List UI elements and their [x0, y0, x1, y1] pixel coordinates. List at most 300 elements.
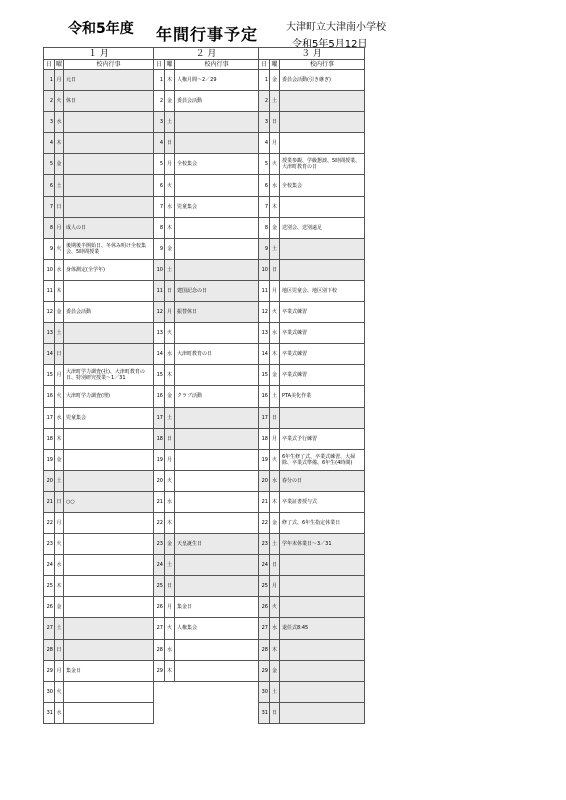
weekday-cell: 土: [55, 470, 64, 491]
weekday-cell: 土: [270, 534, 280, 555]
day-row: [154, 407, 259, 428]
day-number: 2: [259, 91, 270, 112]
day-row: [259, 323, 365, 344]
day-number: 4: [259, 133, 270, 154]
day-number: 2: [154, 91, 165, 112]
weekday-cell: 日: [55, 639, 64, 660]
event-cell: [175, 449, 259, 470]
day-number: 31: [259, 702, 270, 723]
day-row: [154, 112, 259, 133]
weekday-cell: 日: [55, 196, 64, 217]
weekday-cell: 金: [270, 365, 280, 386]
event-cell: [64, 196, 154, 217]
day-row: [259, 196, 365, 217]
day-row: [44, 91, 154, 112]
day-row: [154, 196, 259, 217]
weekday-cell: 土: [55, 323, 64, 344]
event-cell: 建国記念の日: [175, 280, 259, 301]
day-row: [44, 660, 154, 681]
weekday-cell: 土: [165, 259, 175, 280]
weekday-cell: 火: [270, 154, 280, 175]
weekday-cell: 金: [55, 302, 64, 323]
day-number: 26: [154, 597, 165, 618]
weekday-cell: 木: [55, 428, 64, 449]
day-row: [154, 470, 259, 491]
event-cell: [175, 365, 259, 386]
issue-date: 令和5年5月12日: [292, 39, 368, 50]
event-cell: [280, 91, 365, 112]
day-row: [44, 681, 154, 702]
weekday-cell: 水: [55, 259, 64, 280]
day-number: 15: [44, 365, 55, 386]
weekday-cell: 日: [270, 407, 280, 428]
event-cell: [280, 702, 365, 723]
day-row: [154, 133, 259, 154]
day-row: [154, 365, 259, 386]
day-number: 12: [44, 302, 55, 323]
day-number: 26: [44, 597, 55, 618]
day-number: 16: [259, 386, 270, 407]
day-row: [44, 112, 154, 133]
weekday-cell: 木: [165, 365, 175, 386]
day-row: [259, 259, 365, 280]
day-row: [44, 491, 154, 512]
event-cell: 全校集会: [280, 175, 365, 196]
day-row: [154, 702, 259, 722]
day-row: [259, 386, 365, 407]
event-cell: [175, 323, 259, 344]
weekday-cell: 木: [55, 133, 64, 154]
event-cell: PTA美化作業: [280, 386, 365, 407]
day-number: 10: [154, 259, 165, 280]
event-cell: 振替休日: [175, 302, 259, 323]
event-cell: 6年生修了式、卒業式練習、大掃除、卒業式準備、6年生(4時間): [280, 449, 365, 470]
event-cell: [64, 154, 154, 175]
day-number: 17: [259, 407, 270, 428]
day-row: [44, 555, 154, 576]
weekday-cell: 水: [165, 196, 175, 217]
weekday-cell: 火: [55, 238, 64, 259]
weekday-cell: 日: [270, 555, 280, 576]
event-cell: [280, 133, 365, 154]
day-number: 6: [44, 175, 55, 196]
weekday-cell: 水: [270, 618, 280, 639]
day-number: 23: [259, 534, 270, 555]
day-row: [259, 428, 365, 449]
event-cell: 卒業式練習: [280, 344, 365, 365]
day-row: [154, 302, 259, 323]
weekday-cell: 火: [55, 681, 64, 702]
day-row: [44, 196, 154, 217]
weekday-cell: 月: [270, 576, 280, 597]
day-row: [259, 407, 365, 428]
event-cell: [64, 702, 154, 723]
day-number: 31: [44, 702, 55, 723]
event-cell: 送別会、送別遠足: [280, 217, 365, 238]
day-number: 1: [44, 70, 55, 91]
day-number: 10: [259, 259, 270, 280]
event-cell: [175, 238, 259, 259]
day-row: [259, 491, 365, 512]
weekday-cell: 日: [55, 344, 64, 365]
day-row: [44, 70, 154, 91]
event-cell: 学年末休業日～3／31: [280, 534, 365, 555]
day-row: [259, 470, 365, 491]
month-header: ３ 月: [259, 48, 365, 60]
weekday-cell: 月: [165, 597, 175, 618]
event-cell: [175, 555, 259, 576]
day-row: [259, 365, 365, 386]
event-cell: 人権月間～2／29: [175, 70, 259, 91]
weekday-cell: 月: [270, 428, 280, 449]
weekday-cell: 日: [270, 702, 280, 723]
weekday-cell: [165, 702, 175, 722]
weekday-cell: 土: [165, 112, 175, 133]
day-number: 5: [44, 154, 55, 175]
weekday-cell: 月: [55, 70, 64, 91]
event-cell: [175, 512, 259, 533]
event-cell: 委員会活動: [175, 91, 259, 112]
event-cell: [64, 470, 154, 491]
day-number: 16: [44, 386, 55, 407]
day-row: [259, 175, 365, 196]
day-row: [154, 259, 259, 280]
month-table: [43, 47, 154, 724]
day-row: [259, 217, 365, 238]
day-number: 19: [44, 449, 55, 470]
weekday-cell: 金: [270, 217, 280, 238]
weekday-cell: 月: [270, 280, 280, 301]
day-row: [44, 512, 154, 533]
day-number: 18: [154, 428, 165, 449]
day-number: 30: [44, 681, 55, 702]
weekday-cell: 日: [270, 112, 280, 133]
weekday-cell: 金: [165, 238, 175, 259]
day-row: [44, 576, 154, 597]
day-number: 23: [154, 534, 165, 555]
day-row: [154, 555, 259, 576]
day-number: 8: [44, 217, 55, 238]
weekday-cell: 火: [55, 91, 64, 112]
weekday-cell: 火: [165, 175, 175, 196]
day-number: 15: [259, 365, 270, 386]
weekday-cell: 木: [165, 660, 175, 681]
weekday-cell: 月: [55, 660, 64, 681]
weekday-cell: 木: [165, 512, 175, 533]
event-cell: 退任式8:45: [280, 618, 365, 639]
day-number: 29: [44, 660, 55, 681]
day-row: [259, 91, 365, 112]
event-cell: [64, 534, 154, 555]
day-number: 19: [154, 449, 165, 470]
weekday-cell: 水: [165, 639, 175, 660]
day-row: [259, 597, 365, 618]
day-row: [154, 238, 259, 259]
weekday-cell: 水: [55, 112, 64, 133]
weekday-cell: 金: [55, 154, 64, 175]
day-number: 25: [44, 576, 55, 597]
day-number: 11: [259, 280, 270, 301]
event-cell: [64, 344, 154, 365]
weekday-cell: 水: [270, 323, 280, 344]
event-cell: [64, 512, 154, 533]
day-number: 10: [44, 259, 55, 280]
month-header: ２ 月: [154, 48, 259, 60]
event-cell: 大津町学力調査(理): [64, 386, 154, 407]
month-header: １ 月: [44, 48, 154, 60]
col-header-weekday: 曜: [271, 60, 278, 68]
day-row: [44, 238, 154, 259]
day-row: [259, 449, 365, 470]
weekday-cell: 土: [165, 555, 175, 576]
day-row: [154, 660, 259, 681]
weekday-cell: 火: [165, 323, 175, 344]
day-row: [44, 470, 154, 491]
event-cell: 全校集会: [175, 154, 259, 175]
day-number: 13: [44, 323, 55, 344]
day-row: [154, 386, 259, 407]
day-number: 24: [259, 555, 270, 576]
event-cell: [280, 576, 365, 597]
day-row: [154, 217, 259, 238]
event-cell: 卒業式練習: [280, 365, 365, 386]
day-number: 16: [154, 386, 165, 407]
weekday-cell: 金: [55, 449, 64, 470]
col-header-events: 校内行事: [280, 60, 365, 70]
event-cell: 成人の日: [64, 217, 154, 238]
day-row: [259, 70, 365, 91]
event-cell: [64, 133, 154, 154]
weekday-cell: 月: [270, 133, 280, 154]
col-header-weekday: 曜: [55, 60, 62, 68]
weekday-cell: 土: [270, 91, 280, 112]
day-row: [44, 133, 154, 154]
month-table: [258, 47, 365, 724]
weekday-cell: 土: [55, 618, 64, 639]
weekday-cell: 金: [270, 512, 280, 533]
col-header-day: 日: [154, 60, 165, 70]
weekday-cell: 金: [165, 534, 175, 555]
day-number: 21: [259, 491, 270, 512]
event-cell: [64, 618, 154, 639]
event-cell: [280, 259, 365, 280]
event-cell: [175, 491, 259, 512]
day-number: 20: [154, 470, 165, 491]
weekday-cell: 木: [270, 344, 280, 365]
day-number: 27: [154, 618, 165, 639]
event-cell: [175, 112, 259, 133]
day-row: [154, 344, 259, 365]
day-number: 25: [259, 576, 270, 597]
day-number: 1: [259, 70, 270, 91]
day-number: 21: [154, 491, 165, 512]
day-row: [44, 302, 154, 323]
day-row: [44, 154, 154, 175]
weekday-cell: 水: [270, 470, 280, 491]
day-number: 24: [44, 555, 55, 576]
weekday-cell: 水: [165, 344, 175, 365]
day-number: 8: [259, 217, 270, 238]
weekday-cell: 月: [165, 449, 175, 470]
day-row: [259, 660, 365, 681]
event-cell: [64, 449, 154, 470]
weekday-cell: 金: [165, 91, 175, 112]
col-header-day: 日: [44, 60, 55, 70]
day-number: 9: [44, 238, 55, 259]
day-number: 26: [259, 597, 270, 618]
event-cell: [175, 133, 259, 154]
day-row: [259, 512, 365, 533]
event-cell: [175, 470, 259, 491]
day-number: 7: [154, 196, 165, 217]
day-number: 18: [44, 428, 55, 449]
weekday-cell: 火: [270, 449, 280, 470]
col-header-events: 校内行事: [175, 60, 259, 70]
weekday-cell: 土: [270, 386, 280, 407]
event-cell: [175, 428, 259, 449]
day-number: 8: [154, 217, 165, 238]
weekday-cell: 月: [55, 217, 64, 238]
day-row: [259, 639, 365, 660]
event-cell: [280, 681, 365, 702]
day-number: 17: [44, 407, 55, 428]
day-number: 13: [259, 323, 270, 344]
weekday-cell: 火: [270, 302, 280, 323]
event-cell: [175, 217, 259, 238]
day-row: [44, 323, 154, 344]
weekday-cell: 火: [270, 597, 280, 618]
day-row: [154, 91, 259, 112]
day-row: [259, 133, 365, 154]
day-number: 12: [154, 302, 165, 323]
weekday-cell: 水: [270, 175, 280, 196]
day-row: [259, 344, 365, 365]
event-cell: [175, 681, 259, 702]
day-row: [44, 618, 154, 639]
event-cell: クラブ活動: [175, 386, 259, 407]
event-cell: 身体測定(全学年): [64, 259, 154, 280]
event-cell: 大津町学力調査(社)、大津町教育の日、特別研究授業～1／31: [64, 365, 154, 386]
day-number: 27: [44, 618, 55, 639]
day-row: [154, 512, 259, 533]
weekday-cell: 金: [55, 597, 64, 618]
day-row: [44, 344, 154, 365]
weekday-cell: 月: [55, 512, 64, 533]
event-cell: 後期後半開始日、冬休み明け全校集会、5時間授業: [64, 238, 154, 259]
day-row: [154, 323, 259, 344]
day-row: [154, 154, 259, 175]
event-cell: 委員会活動: [64, 302, 154, 323]
weekday-cell: 土: [270, 238, 280, 259]
event-cell: [64, 428, 154, 449]
day-number: 19: [259, 449, 270, 470]
event-cell: [280, 660, 365, 681]
event-cell: [280, 112, 365, 133]
day-number: 30: [259, 681, 270, 702]
page-title: 年間行事予定: [156, 25, 259, 44]
weekday-cell: 日: [165, 280, 175, 301]
day-row: [44, 449, 154, 470]
weekday-cell: 火: [55, 534, 64, 555]
event-cell: [175, 702, 259, 722]
day-number: 9: [259, 238, 270, 259]
event-cell: 委員会活動(引き継ぎ): [280, 70, 365, 91]
day-number: 7: [259, 196, 270, 217]
col-header-weekday: 曜: [166, 60, 173, 68]
weekday-cell: 日: [165, 133, 175, 154]
event-cell: [280, 597, 365, 618]
day-row: [44, 175, 154, 196]
day-number: 25: [154, 576, 165, 597]
day-number: 22: [44, 512, 55, 533]
weekday-cell: 木: [270, 639, 280, 660]
event-cell: [64, 175, 154, 196]
day-number: 22: [259, 512, 270, 533]
weekday-cell: 木: [165, 70, 175, 91]
day-row: [154, 449, 259, 470]
weekday-cell: 木: [55, 280, 64, 301]
day-number: 29: [259, 660, 270, 681]
day-number: [154, 702, 165, 722]
event-cell: 授業参観、学級懇談、5時間授業、大津町教育の日: [280, 154, 365, 175]
day-number: 23: [44, 534, 55, 555]
day-number: 7: [44, 196, 55, 217]
event-cell: [175, 259, 259, 280]
day-number: 12: [259, 302, 270, 323]
day-row: [154, 280, 259, 301]
day-row: [44, 597, 154, 618]
weekday-cell: 木: [270, 196, 280, 217]
weekday-cell: 水: [55, 702, 64, 723]
day-number: 9: [154, 238, 165, 259]
day-number: 6: [259, 175, 270, 196]
event-cell: [64, 323, 154, 344]
day-number: 20: [44, 470, 55, 491]
weekday-cell: 日: [165, 428, 175, 449]
event-cell: [64, 576, 154, 597]
event-cell: [64, 112, 154, 133]
event-cell: [64, 597, 154, 618]
day-row: [259, 302, 365, 323]
event-cell: [175, 660, 259, 681]
day-row: [154, 639, 259, 660]
day-number: 4: [44, 133, 55, 154]
weekday-cell: 金: [270, 660, 280, 681]
weekday-cell: 木: [165, 217, 175, 238]
weekday-cell: 土: [270, 681, 280, 702]
weekday-cell: 火: [165, 470, 175, 491]
event-cell: [64, 639, 154, 660]
weekday-cell: 金: [270, 70, 280, 91]
weekday-cell: 日: [55, 491, 64, 512]
event-cell: 児童集会: [64, 407, 154, 428]
weekday-cell: 木: [55, 576, 64, 597]
event-cell: [64, 555, 154, 576]
day-number: 3: [259, 112, 270, 133]
day-number: 4: [154, 133, 165, 154]
day-number: 18: [259, 428, 270, 449]
event-cell: 春分の日: [280, 470, 365, 491]
day-row: [44, 702, 154, 723]
day-row: [259, 154, 365, 175]
day-number: 6: [154, 175, 165, 196]
event-cell: [280, 407, 365, 428]
event-cell: 元日: [64, 70, 154, 91]
day-row: [259, 555, 365, 576]
event-cell: 天皇誕生日: [175, 534, 259, 555]
day-number: 11: [154, 280, 165, 301]
event-cell: 集金日: [64, 660, 154, 681]
